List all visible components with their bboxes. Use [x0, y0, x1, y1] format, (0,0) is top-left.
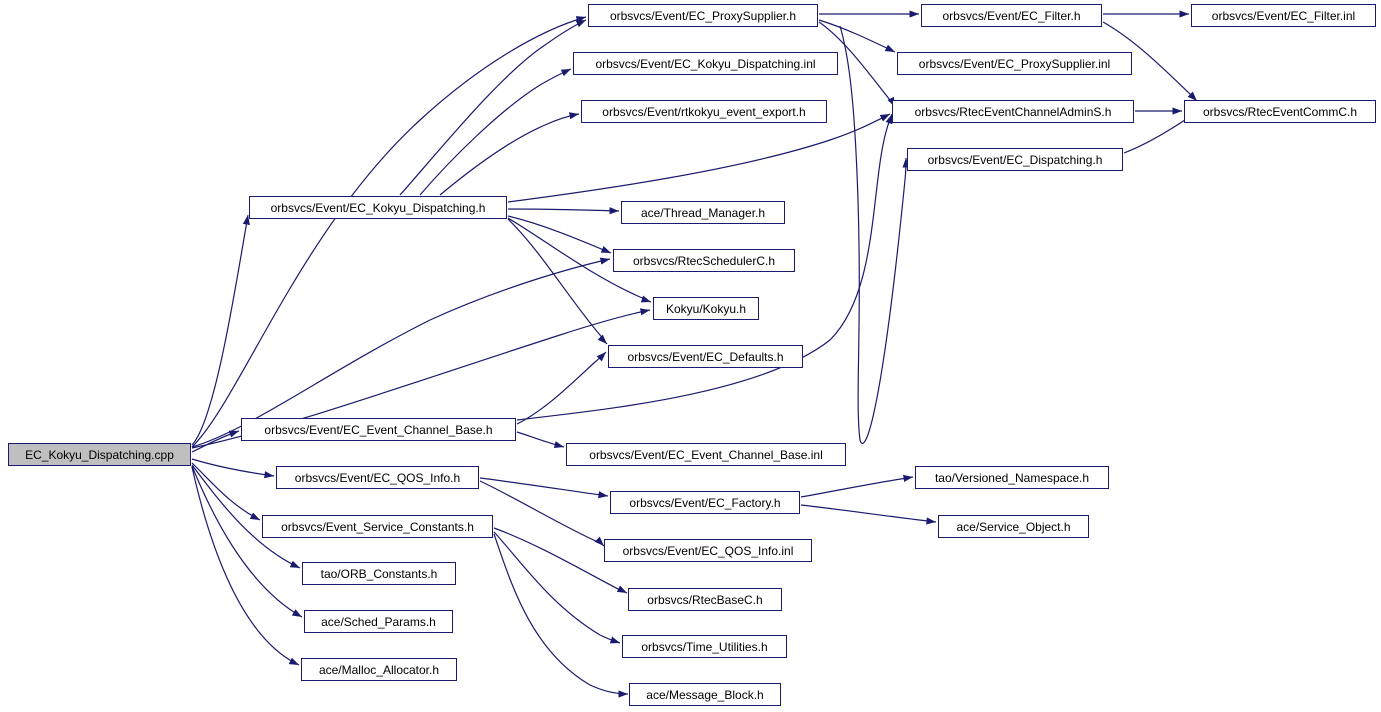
graph-node[interactable]: orbsvcs/Event/EC_QOS_Info.h [276, 466, 479, 489]
graph-edge [508, 216, 611, 253]
graph-node[interactable]: orbsvcs/RtecEventCommC.h [1184, 100, 1376, 123]
graph-node[interactable]: orbsvcs/Event/EC_Defaults.h [608, 345, 803, 368]
graph-node[interactable]: orbsvcs/RtecBaseC.h [628, 588, 782, 611]
graph-edge [480, 478, 608, 496]
graph-node[interactable]: orbsvcs/Event/EC_QOS_Info.inl [604, 539, 812, 562]
graph-node[interactable]: orbsvcs/Event/EC_ProxySupplier.h [588, 4, 818, 27]
graph-edge [508, 219, 607, 344]
graph-node[interactable]: ace/Service_Object.h [938, 515, 1089, 538]
graph-node[interactable]: ace/Message_Block.h [629, 683, 781, 706]
graph-node[interactable]: tao/ORB_Constants.h [302, 562, 456, 585]
graph-node[interactable]: orbsvcs/Event/EC_Filter.inl [1191, 4, 1376, 27]
graph-edge [517, 432, 564, 447]
graph-node[interactable]: orbsvcs/Event/EC_Event_Channel_Base.inl [566, 443, 846, 466]
graph-node[interactable]: orbsvcs/Event/EC_Kokyu_Dispatching.inl [573, 52, 838, 75]
graph-node[interactable]: orbsvcs/Event_Service_Constants.h [262, 515, 493, 538]
graph-edge [801, 477, 913, 497]
graph-edge [801, 505, 936, 522]
graph-edge [819, 20, 895, 52]
graph-edge [192, 463, 260, 520]
graph-node[interactable]: orbsvcs/Event/EC_Factory.h [610, 491, 800, 514]
graph-edge [440, 114, 579, 195]
graph-node[interactable]: EC_Kokyu_Dispatching.cpp [8, 443, 191, 466]
graph-edge [508, 209, 619, 211]
graph-node[interactable]: orbsvcs/RtecSchedulerC.h [613, 249, 795, 272]
graph-edge [192, 467, 299, 665]
graph-edge [192, 431, 239, 452]
graph-edge [192, 17, 586, 447]
graph-edge [192, 459, 274, 476]
graph-node[interactable]: orbsvcs/Event/rtkokyu_event_export.h [581, 100, 827, 123]
graph-node[interactable]: orbsvcs/Time_Utilities.h [622, 635, 787, 658]
graph-node[interactable]: tao/Versioned_Namespace.h [915, 466, 1109, 489]
graph-node[interactable]: orbsvcs/RtecEventChannelAdminS.h [892, 100, 1134, 123]
graph-edge [480, 481, 604, 546]
graph-node[interactable]: ace/Thread_Manager.h [621, 201, 785, 224]
graph-edge [517, 352, 606, 424]
graph-node[interactable]: Kokyu/Kokyu.h [653, 297, 759, 320]
graph-node[interactable]: ace/Sched_Params.h [304, 610, 453, 633]
graph-node[interactable]: orbsvcs/Event/EC_Filter.h [921, 4, 1102, 27]
graph-edge [192, 215, 248, 445]
graph-edge [508, 114, 890, 202]
graph-edge [494, 532, 620, 643]
graph-edge [420, 69, 571, 195]
graph-node[interactable]: orbsvcs/Event/EC_Dispatching.h [907, 148, 1123, 171]
graph-edge [840, 26, 906, 443]
graph-edge [400, 20, 586, 195]
graph-node[interactable]: orbsvcs/Event/EC_Kokyu_Dispatching.h [249, 196, 507, 219]
graph-node[interactable]: ace/Malloc_Allocator.h [301, 658, 457, 681]
graph-node[interactable]: orbsvcs/Event/EC_ProxySupplier.inl [897, 52, 1132, 75]
graph-node[interactable]: orbsvcs/Event/EC_Event_Channel_Base.h [241, 418, 516, 441]
